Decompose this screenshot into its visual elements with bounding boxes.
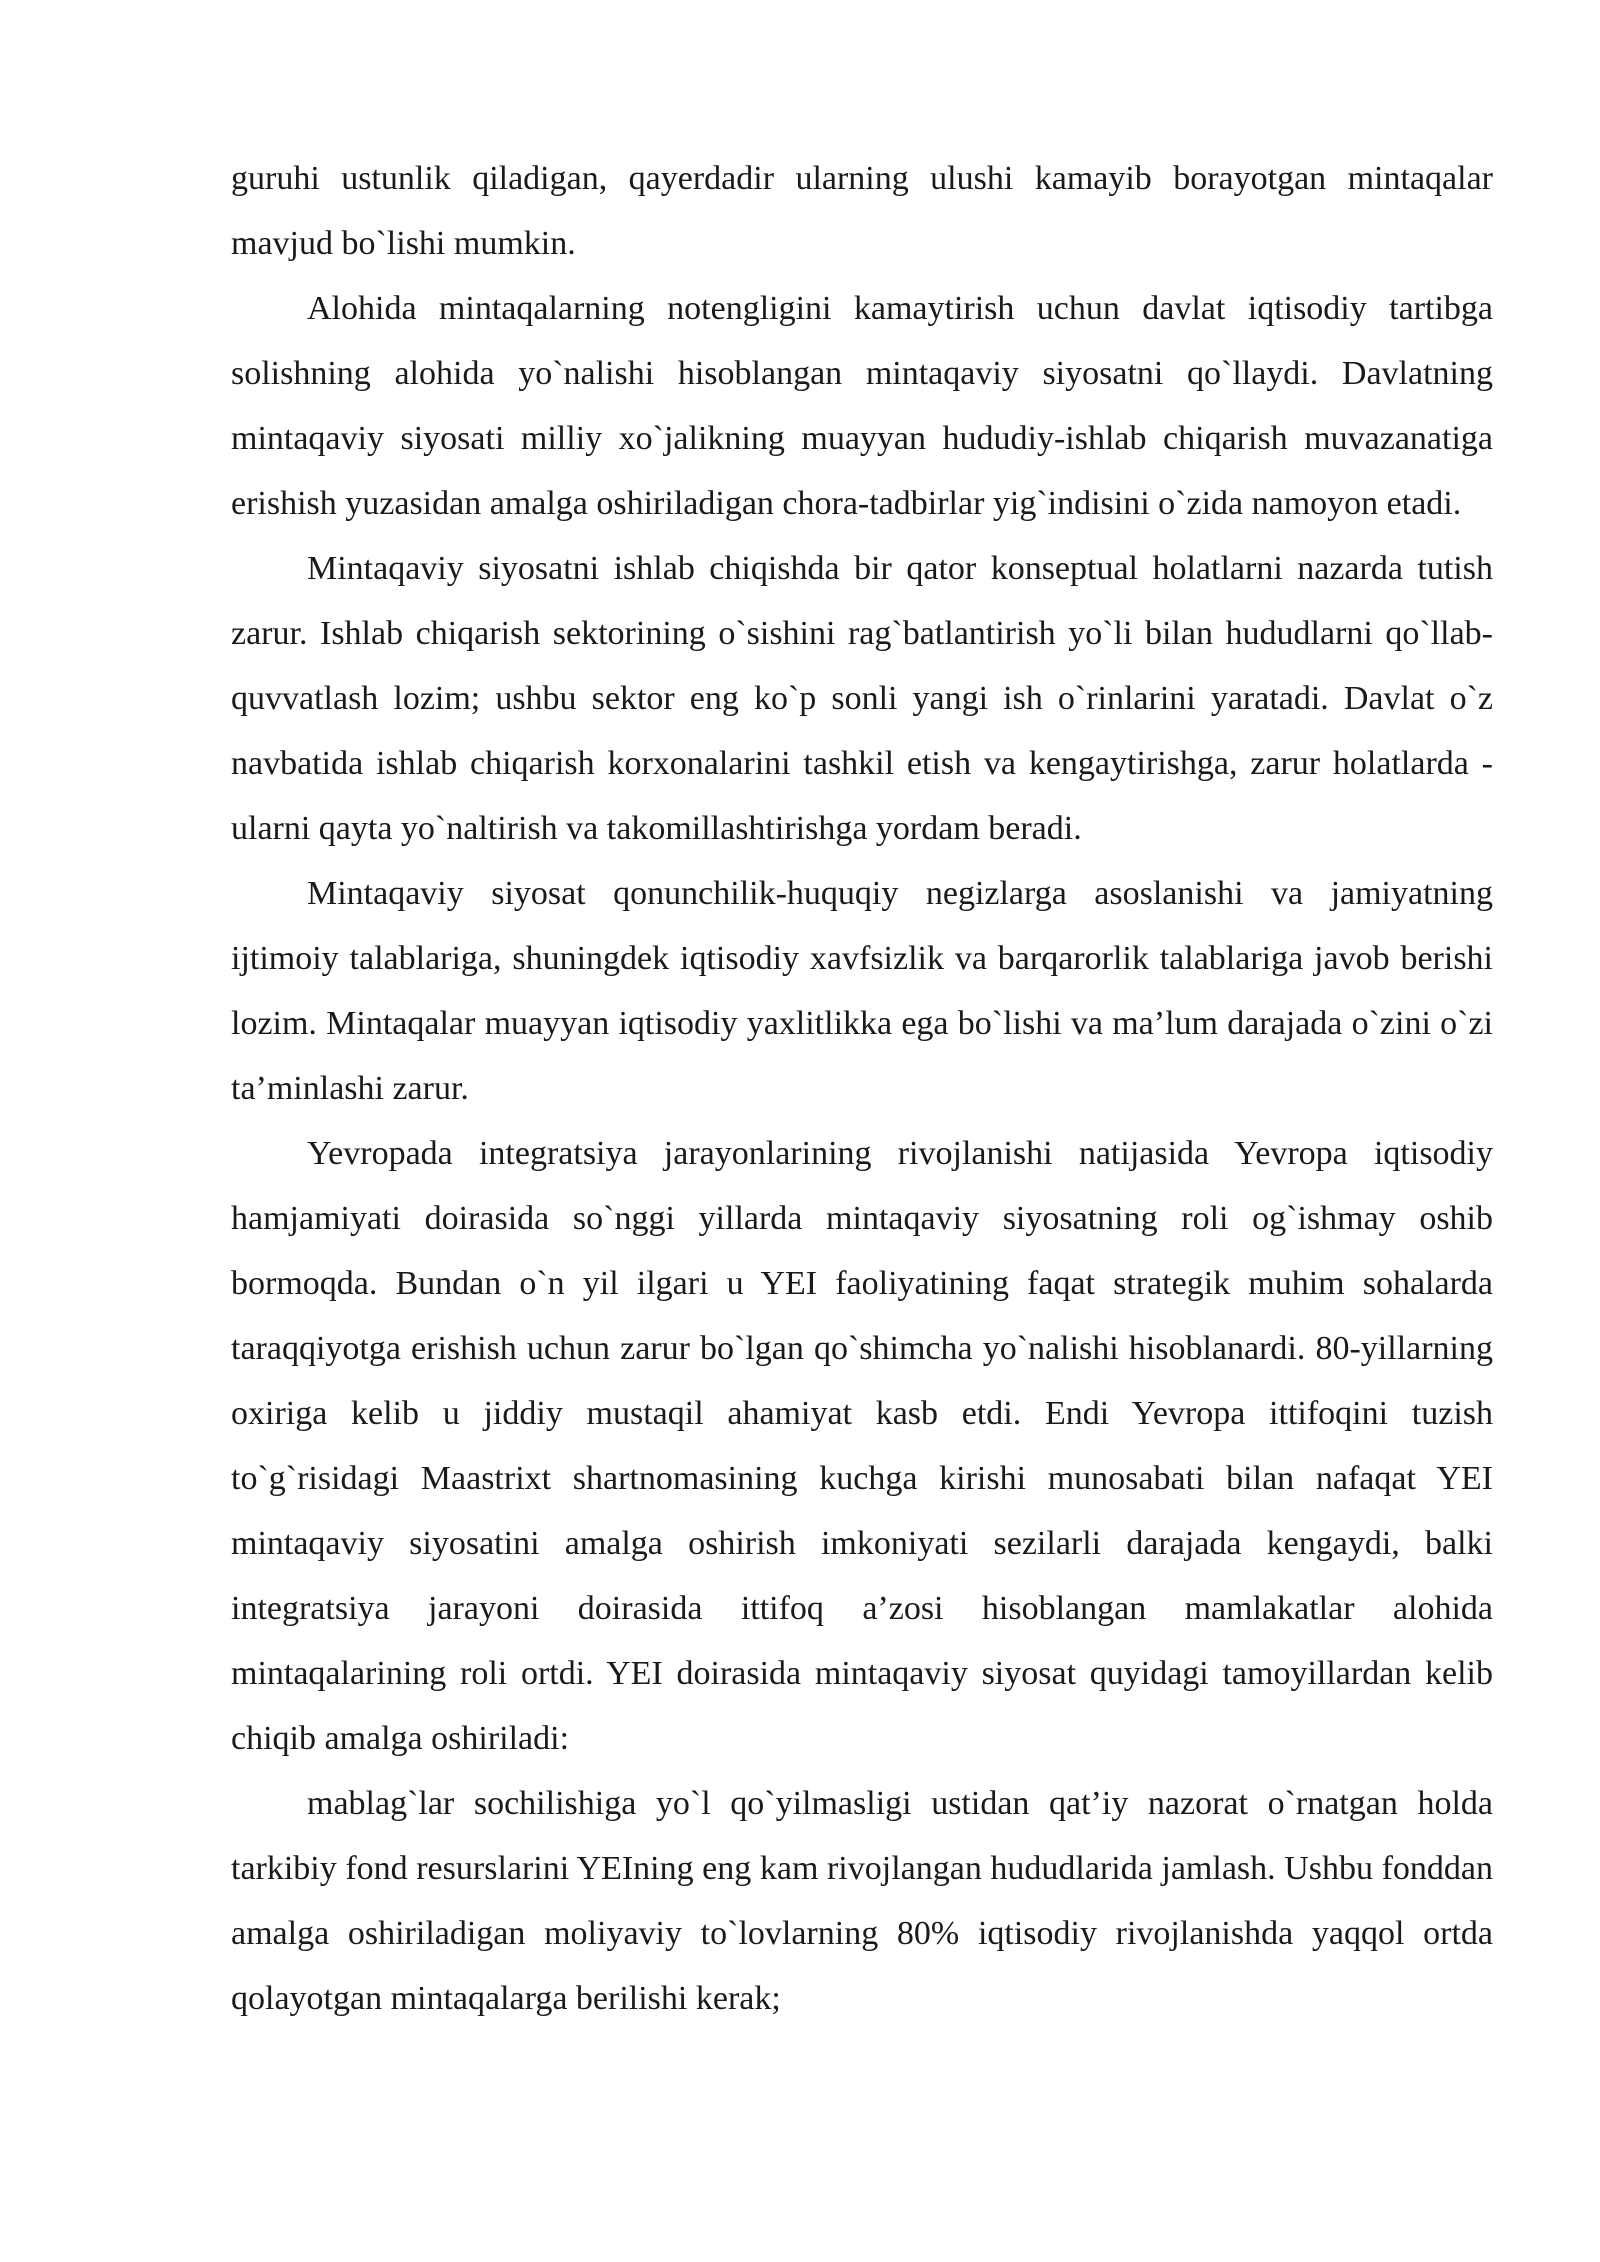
paragraph-structural-funds: mablag`lar sochilishiga yo`l qo`yilmasligi ustidan qat’iy nazorat o`rnatgan holda tarkibiy fond resurslarini YEIning eng kam rivojlangan hududlarida jamlash. Ushbu fonddan amalga oshiriladigan moliyaviy to`lovlarning 80% iqtisodiy rivojlanishda yaqqol ortda qolayotgan mintaqalarga berilishi kerak;: [231, 1785, 1493, 2017]
paragraph-continuation: guruhi ustunlik qiladigan, qayerdadir ularning ulushi kamayib borayotgan mintaqalar mavjud bo`lishi mumkin.: [231, 160, 1493, 262]
paragraph-regional-inequality: Alohida mintaqalarning notengligini kamaytirish uchun davlat iqtisodiy tartibga solishning alohida yo`nalishi hisoblangan mintaqaviy siyosatni qo`llaydi. Davlatning mintaqaviy siyosati milliy xo`jalikning muayyan hududiy-ishlab chiqarish muvazanatiga erishish yuzasidan amalga oshiriladigan chora-tadbirlar yig`indisini o`zida namoyon etadi.: [231, 290, 1493, 522]
document-body: [231, 146, 1493, 2031]
paragraph-conceptual-provisions: Mintaqaviy siyosatni ishlab chiqishda bir qator konseptual holatlarni nazarda tutish zarur. Ishlab chiqarish sektorining o`sishini rag`batlantirish yo`li bilan hududlarni qo`llab-quvvatlash lozim; ushbu sektor eng ko`p sonli yangi ish o`rinlarini yaratadi. Davlat o`z navbatida ishlab chiqarish korxonalarini tashkil etish va kengaytirishga, zarur holatlarda - ularni qayta yo`naltirish va takomillashtirishga yordam beradi.: [231, 550, 1493, 847]
paragraph-legal-foundations: Mintaqaviy siyosat qonunchilik-huquqiy negizlarga asoslanishi va jamiyatning ijtimoiy talablariga, shuningdek iqtisodiy xavfsizlik va barqarorlik talablariga javob berishi lozim. Mintaqalar muayyan iqtisodiy yaxlitlikka ega bo`lishi va ma’lum darajada o`zini o`zi ta’minlashi zarur.: [231, 875, 1493, 1107]
paragraph-european-integration: Yevropada integratsiya jarayonlarining rivojlanishi natijasida Yevropa iqtisodiy hamjamiyati doirasida so`nggi yillarda mintaqaviy siyosatning roli og`ishmay oshib bormoqda. Bundan o`n yil ilgari u YEI faoliyatining faqat strategik muhim sohalarda taraqqiyotga erishish uchun zarur bo`lgan qo`shimcha yo`nalishi hisoblanardi. 80-yillarning oxiriga kelib u jiddiy mustaqil ahamiyat kasb etdi. Endi Yevropa ittifoqini tuzish to`g`risidagi Maastrixt shartnomasining kuchga kirishi munosabati bilan nafaqat YEI mintaqaviy siyosatini amalga oshirish imkoniyati sezilarli darajada kengaydi, balki integratsiya jarayoni doirasida ittifoq a’zosi hisoblangan mamlakatlar alohida mintaqalarining roli ortdi. YEI doirasida mintaqaviy siyosat quyidagi tamoyillardan kelib chiqib amalga oshiriladi:: [231, 1135, 1493, 1757]
